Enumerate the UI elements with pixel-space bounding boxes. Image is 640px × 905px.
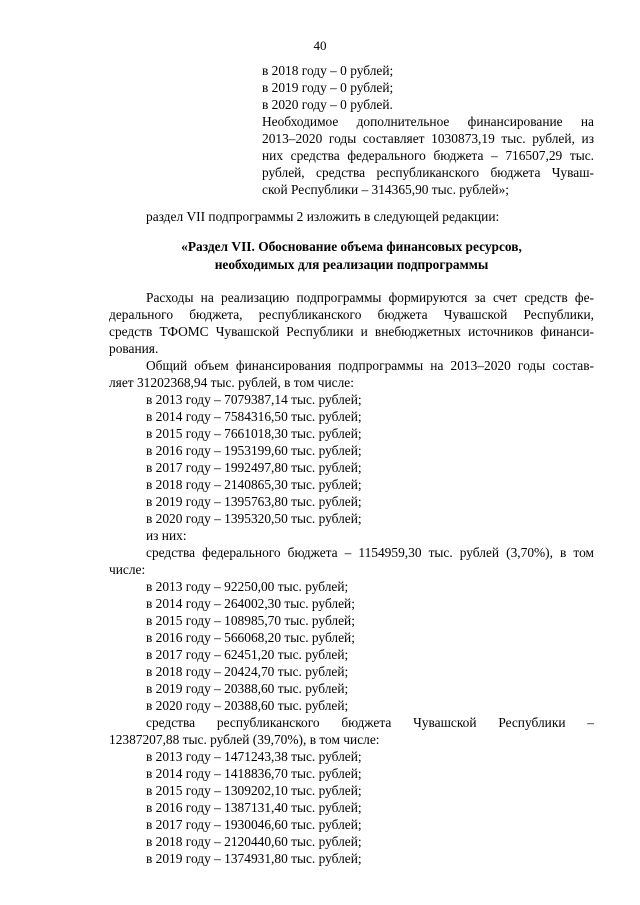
republic-year-line: в 2013 году – 1471243,38 тыс. рублей;: [146, 749, 362, 764]
additional-funding-line: Необходимое дополнительное финансирование на: [262, 114, 594, 129]
top-year-line: в 2020 году – 0 рублей.: [262, 97, 393, 112]
republic-year-line: в 2015 году – 1309202,10 тыс. рублей;: [146, 783, 362, 798]
section-heading-line1: «Раздел VII. Обоснование объема финансовых ресурсов,: [181, 239, 522, 254]
republic-line: 12387207,88 тыс. рублей (39,70%), в том числе:: [109, 732, 380, 747]
paragraph-line: ляет 31202368,94 тыс. рублей, в том числе:: [109, 375, 354, 390]
total-year-line: в 2016 году – 1953199,60 тыс. рублей;: [146, 443, 362, 458]
paragraph-line: средств ТФОМС Чувашской Республики и внебюджетных источников финанси-: [109, 324, 594, 339]
republic-year-line: в 2018 году – 2120440,60 тыс. рублей;: [146, 834, 362, 849]
republic-year-line: в 2014 году – 1418836,70 тыс. рублей;: [146, 766, 362, 781]
federal-year-line: в 2018 году – 20424,70 тыс. рублей;: [146, 664, 349, 679]
section-heading-line2: необходимых для реализации подпрограммы: [214, 257, 489, 272]
paragraph-line: Расходы на реализацию подпрограммы формируются за счет средств фе-: [146, 290, 594, 305]
federal-year-line: в 2014 году – 264002,30 тыс. рублей;: [146, 596, 355, 611]
total-year-line: в 2015 году – 7661018,30 тыс. рублей;: [146, 426, 362, 441]
republic-year-line: в 2016 году – 1387131,40 тыс. рублей;: [146, 800, 362, 815]
federal-year-line: в 2017 году – 62451,20 тыс. рублей;: [146, 647, 349, 662]
total-year-line: в 2020 году – 1395320,50 тыс. рублей;: [146, 511, 362, 526]
additional-funding-line: рублей, средства республиканского бюджета Чуваш-: [262, 165, 594, 180]
federal-line: числе:: [109, 562, 146, 577]
paragraph-line: Общий объем финансирования подпрограммы на 2013–2020 годы состав-: [146, 358, 594, 373]
republic-line: средства республиканского бюджета Чувашской Республики –: [146, 715, 594, 730]
of-them-label: из них:: [146, 528, 187, 543]
total-year-line: в 2019 году – 1395763,80 тыс. рублей;: [146, 494, 362, 509]
federal-year-line: в 2015 году – 108985,70 тыс. рублей;: [146, 613, 355, 628]
total-year-line: в 2018 году – 2140865,30 тыс. рублей;: [146, 477, 362, 492]
page-number: 40: [313, 38, 327, 53]
instruction-line: раздел VII подпрограммы 2 изложить в следующей редакции:: [146, 209, 500, 224]
federal-year-line: в 2020 году – 20388,60 тыс. рублей;: [146, 698, 349, 713]
republic-year-line: в 2017 году – 1930046,60 тыс. рублей;: [146, 817, 362, 832]
additional-funding-line: них средства федерального бюджета – 716507,29 тыс.: [262, 148, 594, 163]
top-year-line: в 2018 году – 0 рублей;: [262, 63, 394, 78]
total-year-line: в 2017 году – 1992497,80 тыс. рублей;: [146, 460, 362, 475]
total-year-line: в 2013 году – 7079387,14 тыс. рублей;: [146, 392, 362, 407]
additional-funding-line: ской Республики – 314365,90 тыс. рублей»;: [262, 182, 510, 197]
paragraph-line: рования.: [109, 341, 159, 356]
federal-year-line: в 2019 году – 20388,60 тыс. рублей;: [146, 681, 349, 696]
republic-year-line: в 2019 году – 1374931,80 тыс. рублей;: [146, 851, 362, 866]
federal-year-line: в 2016 году – 566068,20 тыс. рублей;: [146, 630, 355, 645]
total-year-line: в 2014 году – 7584316,50 тыс. рублей;: [146, 409, 362, 424]
additional-funding-line: 2013–2020 годы составляет 1030873,19 тыс. рублей, из: [262, 131, 594, 146]
federal-year-line: в 2013 году – 92250,00 тыс. рублей;: [146, 579, 349, 594]
federal-line: средства федерального бюджета – 1154959,30 тыс. рублей (3,70%), в том: [146, 545, 594, 560]
top-year-line: в 2019 году – 0 рублей;: [262, 80, 394, 95]
paragraph-line: дерального бюджета, республиканского бюджета Чувашской Республики,: [109, 307, 594, 322]
